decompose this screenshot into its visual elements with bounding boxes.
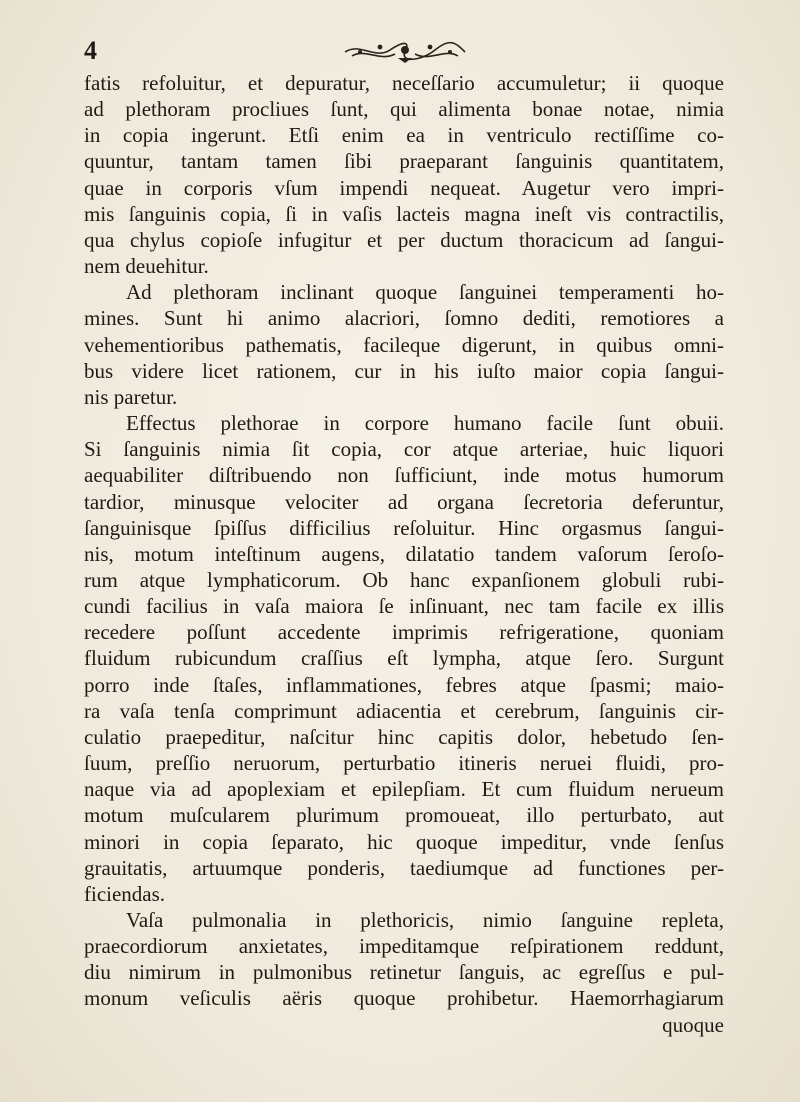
text-line: nis paretur. xyxy=(84,384,178,409)
page-number: 4 xyxy=(84,36,97,65)
text-line: mis ſanguinis copia, ſi in vaſis lacteis magna ineſt vis contractilis, xyxy=(84,201,724,226)
text-line: fluidum rubicundum craſſius eſt lympha, atque ſero. Surgunt xyxy=(84,646,724,671)
text-line: diu nimirum in pulmonibus retinetur ſanguis, ac egreſſus e pul- xyxy=(84,960,724,985)
text-line: tardior, minusque velociter ad organa ſecretoria deferuntur, xyxy=(84,489,724,514)
text-line: quuntur, tantam tamen ſibi praeparant ſanguinis quantitatem, xyxy=(84,149,724,174)
text-line: bus videre licet rationem, cur in his iuſto maior copia ſangui- xyxy=(84,358,724,383)
text-line: ſanguinisque ſpiſſus difficilius reſoluitur. Hinc orgasmus ſangui- xyxy=(84,515,724,540)
paragraph-start: Ad plethoram inclinant quoque ſanguinei temperamenti ho- xyxy=(126,280,724,305)
text-line: mines. Sunt hi animo alacriori, ſomno dediti, remotiores a xyxy=(84,306,724,331)
text-line: nem deuehitur. xyxy=(84,254,209,279)
text-line: fatis refoluitur, et depuratur, neceſſario accumuletur; ii quoque xyxy=(84,71,724,95)
text-line: motum muſcularem plurimum promoueat, illo perturbato, aut xyxy=(84,803,724,828)
text-line: ſuum, preſſio neruorum, perturbatio itineris neruei fluidi, pro- xyxy=(84,751,724,776)
text-line: in copia ingerunt. Etſi enim ea in ventriculo rectiſſime co- xyxy=(84,123,724,148)
text-line: praecordiorum anxietates, impeditamque reſpirationem reddunt, xyxy=(84,934,724,959)
paragraph-start: Effectus plethorae in corpore humano facile ſunt obuii. xyxy=(126,411,724,436)
body-text xyxy=(84,70,724,1038)
text-line: Si ſanguinis nimia ſit copia, cor atque arteriae, huic liquori xyxy=(84,437,724,462)
catchword: quoque xyxy=(662,1012,724,1037)
headpiece-ornament-icon xyxy=(340,38,470,64)
text-line: minori in copia ſeparato, hic quoque impeditur, vnde ſenſus xyxy=(84,829,724,854)
text-line: grauitatis, artuumque ponderis, taediumque ad functiones per- xyxy=(84,855,724,880)
text-line: naque via ad apoplexiam et epilepſiam. Et cum fluidum nerueum xyxy=(84,777,724,802)
text-line: porro inde ſtaſes, inflammationes, febres atque ſpasmi; maio- xyxy=(84,672,724,697)
text-line: qua chylus copioſe infugitur et per ductum thoracicum ad ſangui- xyxy=(84,227,724,252)
text-line: rum atque lymphaticorum. Ob hanc expanſionem globuli rubi- xyxy=(84,567,724,592)
text-line: recedere poſſunt accedente imprimis refrigeratione, quoniam xyxy=(84,620,724,645)
text-line: ficiendas. xyxy=(84,881,166,906)
text-line: quae in corporis vſum impendi nequeat. Augetur vero impri- xyxy=(84,175,724,200)
text-line: nis, motum inteſtinum augens, dilatatio tandem vaſorum ſeroſo- xyxy=(84,541,724,566)
paragraph-start: Vaſa pulmonalia in plethoricis, nimio ſanguine repleta, xyxy=(126,908,724,932)
text-line: vehementioribus pathematis, facileque digerunt, in quibus omni- xyxy=(84,332,724,357)
text-line: monum veſiculis aëris quoque prohibetur. Haemorrhagiarum xyxy=(84,986,724,1011)
text-line: cundi facilius in vaſa maiora ſe inſinuant, nec tam facile ex illis xyxy=(84,594,724,619)
text-line: ad plethoram procliues ſunt, qui alimenta bonae notae, nimia xyxy=(84,97,724,122)
text-line: culatio praepeditur, naſcitur hinc capitis dolor, hebetudo ſen- xyxy=(84,724,724,749)
text-line: aequabiliter diſtribuendo non ſufficiunt, inde motus humorum xyxy=(84,463,724,488)
text-line: ra vaſa tenſa comprimunt adiacentia et cerebrum, ſanguinis cir- xyxy=(84,698,724,723)
